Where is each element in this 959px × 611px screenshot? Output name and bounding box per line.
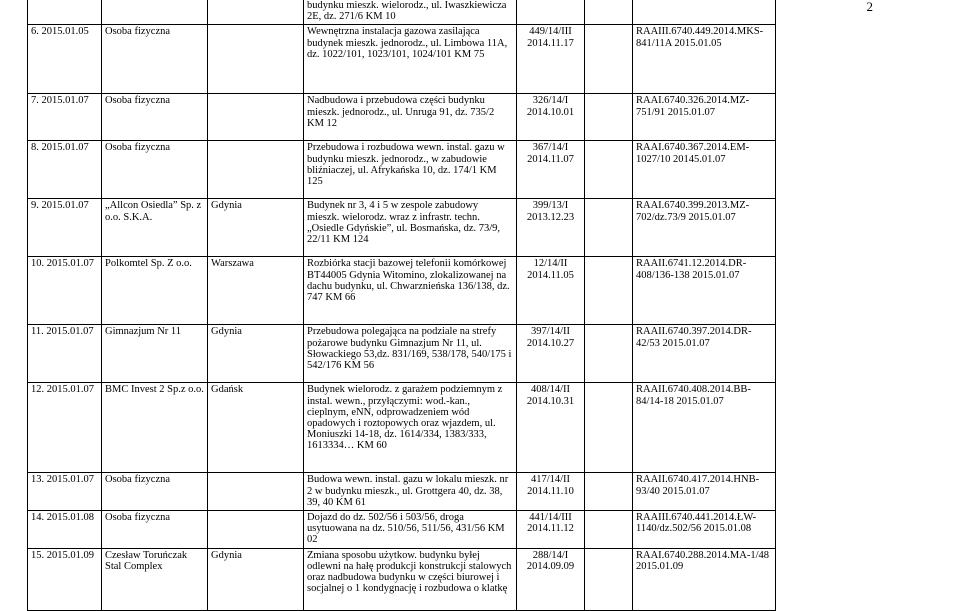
city-cell bbox=[208, 94, 304, 141]
empty-cell bbox=[585, 94, 633, 141]
city-cell bbox=[208, 257, 304, 325]
entry-number-date-cell bbox=[28, 141, 102, 199]
description-cell bbox=[304, 0, 517, 25]
decision-reference: RAAII.6741.12.2014.DR-408/136-138 2015.01.07 bbox=[636, 258, 747, 281]
investor-city: Gdańsk bbox=[211, 384, 244, 396]
investor-name: Osoba fizyczna bbox=[105, 512, 171, 524]
table-row bbox=[28, 94, 776, 141]
reference-cell bbox=[633, 511, 776, 549]
entry-date: 2015.01.09 bbox=[46, 549, 94, 561]
registration-date: 2014.11.10 bbox=[527, 485, 574, 497]
registration-cell bbox=[517, 511, 585, 549]
table-row bbox=[28, 473, 776, 511]
city-cell bbox=[208, 25, 304, 94]
investor-name: BMC Invest 2 Sp.z o.o. bbox=[105, 384, 204, 396]
registration-cell bbox=[517, 473, 585, 511]
entry-number: 14. bbox=[31, 512, 45, 524]
investment-description: Budowa wewn. instal. gazu w lokalu mieszk. nr 2 w budynku mieszk., ul. Grottgera 40, dz. 38, 39, 40 KM 61 bbox=[307, 474, 509, 508]
entry-date: 2015.01.07 bbox=[46, 258, 94, 270]
registration-date: 2014.10.31 bbox=[526, 395, 575, 407]
empty-cell bbox=[585, 511, 633, 549]
reference-cell bbox=[633, 325, 776, 383]
registration-date: 2014.11.05 bbox=[527, 269, 574, 281]
investor-name: Czesław Toruńczak Stal Complex bbox=[105, 549, 188, 572]
table-row bbox=[28, 0, 776, 25]
entry-number: 13. bbox=[31, 474, 45, 486]
registration-number: 408/14/II bbox=[530, 384, 571, 396]
entry-number-date-cell bbox=[28, 383, 102, 473]
investor-cell bbox=[102, 199, 208, 257]
registration-number: 12/14/II bbox=[533, 258, 568, 270]
empty-cell bbox=[585, 383, 633, 473]
investor-name: Osoba fizyczna bbox=[105, 95, 171, 107]
investment-description: Wewnętrzna instalacja gazowa zasilająca budynek mieszk. jednorodz., ul. Limbowa 11A, dz. 1022/101, 1023/101, 1024/101 KM 75 bbox=[307, 26, 508, 60]
reference-cell bbox=[633, 548, 776, 610]
registration-number: 367/14/I bbox=[532, 142, 569, 154]
entry-date: 2015.01.07 bbox=[41, 142, 89, 154]
page-number: 2 bbox=[866, 0, 873, 14]
investor-name: Osoba fizyczna bbox=[105, 474, 171, 486]
reference-cell bbox=[633, 383, 776, 473]
investor-cell bbox=[102, 325, 208, 383]
investor-name: Polkomtel Sp. Z o.o. bbox=[105, 258, 192, 270]
decision-reference: RAAII.6740.417.2014.HNB-93/40 2015.01.07 bbox=[636, 474, 760, 497]
table-row bbox=[28, 25, 776, 94]
entry-number: 15. bbox=[31, 549, 45, 561]
entry-date: 2015.01.07 bbox=[41, 95, 89, 107]
city-cell bbox=[208, 383, 304, 473]
registration-number: 397/14/II bbox=[530, 326, 571, 338]
table-row bbox=[28, 141, 776, 199]
entry-number: 6. bbox=[31, 26, 39, 38]
registration-cell bbox=[517, 94, 585, 141]
entry-number-date-cell bbox=[28, 0, 102, 25]
registration-cell bbox=[517, 548, 585, 610]
description-cell bbox=[304, 257, 517, 325]
description-cell bbox=[304, 473, 517, 511]
entry-number-date-cell bbox=[28, 25, 102, 94]
entry-number: 12. bbox=[31, 384, 45, 396]
entry-number-date-cell bbox=[28, 199, 102, 257]
investment-description: Przebudowa i rozbudowa wewn. instal. gazu w budynku mieszk. jednorodz., w zabudowie bliźniaczej, ul. Afrykańska 10, dz. 174/1 KM 125 bbox=[307, 142, 505, 188]
decision-reference: RAAI.6740.326.2014.MZ-751/91 2015.01.07 bbox=[636, 95, 750, 118]
registration-number: 417/14/II bbox=[530, 474, 571, 486]
registration-date: 2014.09.09 bbox=[526, 560, 575, 572]
empty-cell bbox=[585, 25, 633, 94]
investor-cell bbox=[102, 383, 208, 473]
table-row bbox=[28, 199, 776, 257]
description-cell bbox=[304, 25, 517, 94]
building-permit-register-table bbox=[27, 0, 776, 611]
empty-cell bbox=[585, 548, 633, 610]
reference-cell bbox=[633, 0, 776, 25]
investment-description: Nadbudowa i przebudowa części budynku mieszk. jednorodz., ul. Unruga 91, dz. 735/2 KM 12 bbox=[307, 95, 495, 129]
investor-city: Gdynia bbox=[211, 549, 242, 561]
decision-reference: RAAI.6740.288.2014.MA-1/48 2015.01.09 bbox=[636, 549, 769, 572]
investor-cell bbox=[102, 511, 208, 549]
table-row bbox=[28, 383, 776, 473]
entry-date: 2015.01.07 bbox=[46, 384, 94, 396]
investor-cell bbox=[102, 473, 208, 511]
reference-cell bbox=[633, 257, 776, 325]
entry-number-date-cell bbox=[28, 548, 102, 610]
reference-cell bbox=[633, 25, 776, 94]
investment-description: Dojazd do dz. 502/56 i 503/56, droga usytuowana na dz. 510/56, 511/56, 431/56 KM 02 bbox=[307, 512, 505, 546]
empty-cell bbox=[585, 141, 633, 199]
investment-description: Zmiana sposobu użytkow. budynku byłej odlewni na hałę produkcji konstrukcji stalowych oraz nadbudowa budynku w części biurowej i socjalnej o 1 kondygnację i rozbudowa o klatkę bbox=[307, 549, 512, 595]
entry-number: 8. bbox=[31, 142, 39, 154]
city-cell bbox=[208, 325, 304, 383]
city-cell bbox=[208, 199, 304, 257]
registration-date: 2014.10.01 bbox=[526, 106, 575, 118]
city-cell bbox=[208, 511, 304, 549]
entry-date: 2015.01.08 bbox=[46, 512, 94, 524]
description-cell bbox=[304, 548, 517, 610]
decision-reference: RAAIII.6740.449.2014.MKS-841/11A 2015.01.05 bbox=[636, 26, 764, 49]
empty-cell bbox=[585, 257, 633, 325]
investor-cell bbox=[102, 94, 208, 141]
entry-number-date-cell bbox=[28, 511, 102, 549]
description-cell bbox=[304, 511, 517, 549]
entry-date: 2015.01.05 bbox=[41, 26, 89, 38]
investor-city: Gdynia bbox=[211, 200, 242, 212]
registration-cell bbox=[517, 383, 585, 473]
investment-description: Przebudowa polegająca na podziale na strefy pożarowe budynku Gimnazjum Nr 11, ul. Słowackiego 53,dz. 831/169, 538/178, 540/175 i 542/176 KM 56 bbox=[307, 326, 512, 372]
investment-description: budynku mieszk. wielorodz., ul. Iwaszkiewicza 2E, dz. 271/6 KM 10 bbox=[307, 0, 507, 23]
city-cell bbox=[208, 473, 304, 511]
registration-number: 441/14/III bbox=[529, 512, 572, 524]
entry-number: 7. bbox=[31, 95, 39, 107]
investment-description: Rozbiórka stacji bazowej telefonii komórkowej BT44005 Gdynia Witomino, zlokalizowanej na dachu budynku, ul. Chwarznieńska 136/138, dz. 747 KM 66 bbox=[307, 258, 510, 304]
entry-number-date-cell bbox=[28, 257, 102, 325]
decision-reference: RAAI.6740.367.2014.EM-1027/10 20145.01.07 bbox=[636, 142, 750, 165]
empty-cell bbox=[585, 0, 633, 25]
table-row bbox=[28, 257, 776, 325]
description-cell bbox=[304, 141, 517, 199]
registration-cell bbox=[517, 257, 585, 325]
investor-city: Gdynia bbox=[211, 326, 242, 338]
investor-cell bbox=[102, 548, 208, 610]
empty-cell bbox=[585, 325, 633, 383]
decision-reference: RAAII.6740.397.2014.DR-42/53 2015.01.07 bbox=[636, 326, 752, 349]
registration-cell bbox=[517, 25, 585, 94]
city-cell bbox=[208, 0, 304, 25]
investor-name: Gimnazjum Nr 11 bbox=[105, 326, 182, 338]
decision-reference: RAAIII.6740.441.2014.ŁW-1140/dz.502/56 2015.01.08 bbox=[636, 512, 757, 535]
investor-cell bbox=[102, 141, 208, 199]
investor-cell bbox=[102, 0, 208, 25]
registration-date: 2014.10.27 bbox=[526, 337, 575, 349]
investment-description: Budynek wielorodz. z garażem podziemnym z instal. wewn., przyłączymi: wod.-kan., cieplnym, eNN, odprowadzeniem wód opadowych i roztopowych oraz wjazdem, ul. Moniuszki 14-18, dz. 1614/334, 1383/333, 1613334… KM 60 bbox=[307, 384, 503, 452]
registration-date: 2014.11.17 bbox=[527, 37, 574, 49]
registration-cell bbox=[517, 141, 585, 199]
entry-number: 9. bbox=[31, 200, 39, 212]
reference-cell bbox=[633, 94, 776, 141]
investor-cell bbox=[102, 25, 208, 94]
description-cell bbox=[304, 94, 517, 141]
registration-date: 2014.11.07 bbox=[527, 153, 574, 165]
registration-date: 2014.11.12 bbox=[527, 523, 574, 535]
city-cell bbox=[208, 141, 304, 199]
registration-number: 288/14/I bbox=[532, 549, 569, 561]
entry-number-date-cell bbox=[28, 325, 102, 383]
investor-name: Osoba fizyczna bbox=[105, 26, 171, 38]
registration-cell bbox=[517, 0, 585, 25]
entry-date: 2015.01.07 bbox=[41, 200, 89, 212]
registration-cell bbox=[517, 199, 585, 257]
entry-date: 2015.01.07 bbox=[46, 474, 94, 486]
entry-number-date-cell bbox=[28, 94, 102, 141]
decision-reference: RAAI.6740.399.2013.MZ-702/dz.73/9 2015.01.07 bbox=[636, 200, 750, 223]
entry-number-date-cell bbox=[28, 473, 102, 511]
registration-number: 449/14/III bbox=[529, 26, 572, 38]
investor-name: Osoba fizyczna bbox=[105, 142, 171, 154]
empty-cell bbox=[585, 473, 633, 511]
registration-cell bbox=[517, 325, 585, 383]
reference-cell bbox=[633, 473, 776, 511]
entry-number: 11. bbox=[31, 326, 44, 338]
entry-number: 10. bbox=[31, 258, 45, 270]
description-cell bbox=[304, 199, 517, 257]
reference-cell bbox=[633, 141, 776, 199]
investor-city: Warszawa bbox=[211, 258, 254, 270]
description-cell bbox=[304, 325, 517, 383]
registration-number: 326/14/I bbox=[532, 95, 569, 107]
table-row bbox=[28, 548, 776, 610]
registration-number: 399/13/I bbox=[532, 200, 569, 212]
table-row bbox=[28, 325, 776, 383]
investor-cell bbox=[102, 257, 208, 325]
city-cell bbox=[208, 548, 304, 610]
registration-date: 2013.12.23 bbox=[526, 211, 575, 223]
investor-name: „Allcon Osiedla” Sp. z o.o. S.K.A. bbox=[105, 200, 202, 223]
table-row bbox=[28, 511, 776, 549]
empty-cell bbox=[585, 199, 633, 257]
entry-date: 2015.01.07 bbox=[46, 326, 94, 338]
investment-description: Budynek nr 3, 4 i 5 w zespole zabudowy mieszk. wielorodz. wraz z infrastr. techn. „Osiedle Gdyńskie”, ul. Bosmańska, dz. 73/9, 22/11 KM 124 bbox=[307, 200, 501, 246]
description-cell bbox=[304, 383, 517, 473]
decision-reference: RAAII.6740.408.2014.BB-84/14-18 2015.01.07 bbox=[636, 384, 751, 407]
reference-cell bbox=[633, 199, 776, 257]
